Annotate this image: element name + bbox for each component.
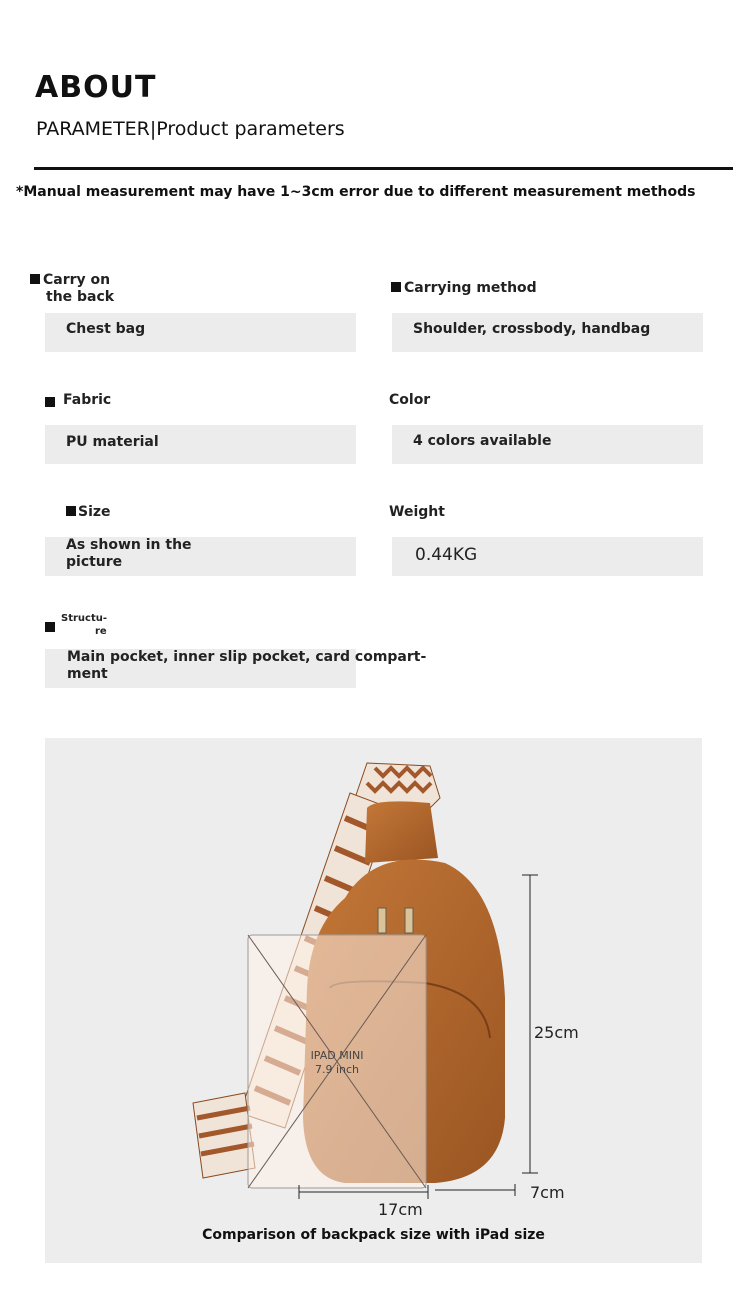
param-value-color: 4 colors available (413, 433, 552, 449)
param-label-structure: Structu- re (61, 613, 108, 637)
ipad-label: IPAD MINI 7.9 inch (310, 1049, 364, 1076)
bullet-square-icon (66, 506, 76, 516)
title-divider (34, 167, 733, 170)
param-label-fabric: Fabric (45, 392, 111, 409)
size-comparison-panel (45, 738, 702, 1263)
height-label: 25cm (534, 1023, 579, 1042)
page-subtitle: PARAMETER|Product parameters (36, 118, 345, 140)
param-label-method: Carrying method (391, 280, 537, 297)
bullet-square-icon (45, 622, 55, 632)
param-label-color: Color (389, 392, 431, 408)
width-label: 17cm (378, 1200, 423, 1219)
param-value-carry: Chest bag (66, 321, 146, 337)
param-label-size: Size (66, 504, 111, 521)
depth-label: 7cm (530, 1183, 565, 1202)
bullet-square-icon (30, 274, 40, 284)
zipper-pull-left (378, 908, 386, 933)
param-value-fabric: PU material (66, 434, 159, 450)
zipper-pull-right (405, 908, 413, 933)
bullet-square-icon (45, 397, 55, 407)
param-value-size: As shown in the picture (66, 537, 192, 570)
param-label-weight: Weight (389, 504, 445, 520)
param-value-weight: 0.44KG (415, 545, 478, 565)
param-label-carry: Carry on the back (30, 272, 114, 306)
measurement-note: *Manual measurement may have 1~3cm error due to different measurement methods (16, 184, 696, 200)
illustration-caption: Comparison of backpack size with iPad size (202, 1227, 545, 1243)
bullet-square-icon (391, 282, 401, 292)
param-value-structure: Main pocket, inner slip pocket, card compart- ment (67, 649, 427, 682)
page-title: ABOUT (35, 70, 157, 105)
bag-top (365, 801, 438, 863)
sling-bag-illustration (45, 738, 702, 1263)
param-value-method: Shoulder, crossbody, handbag (413, 321, 651, 337)
